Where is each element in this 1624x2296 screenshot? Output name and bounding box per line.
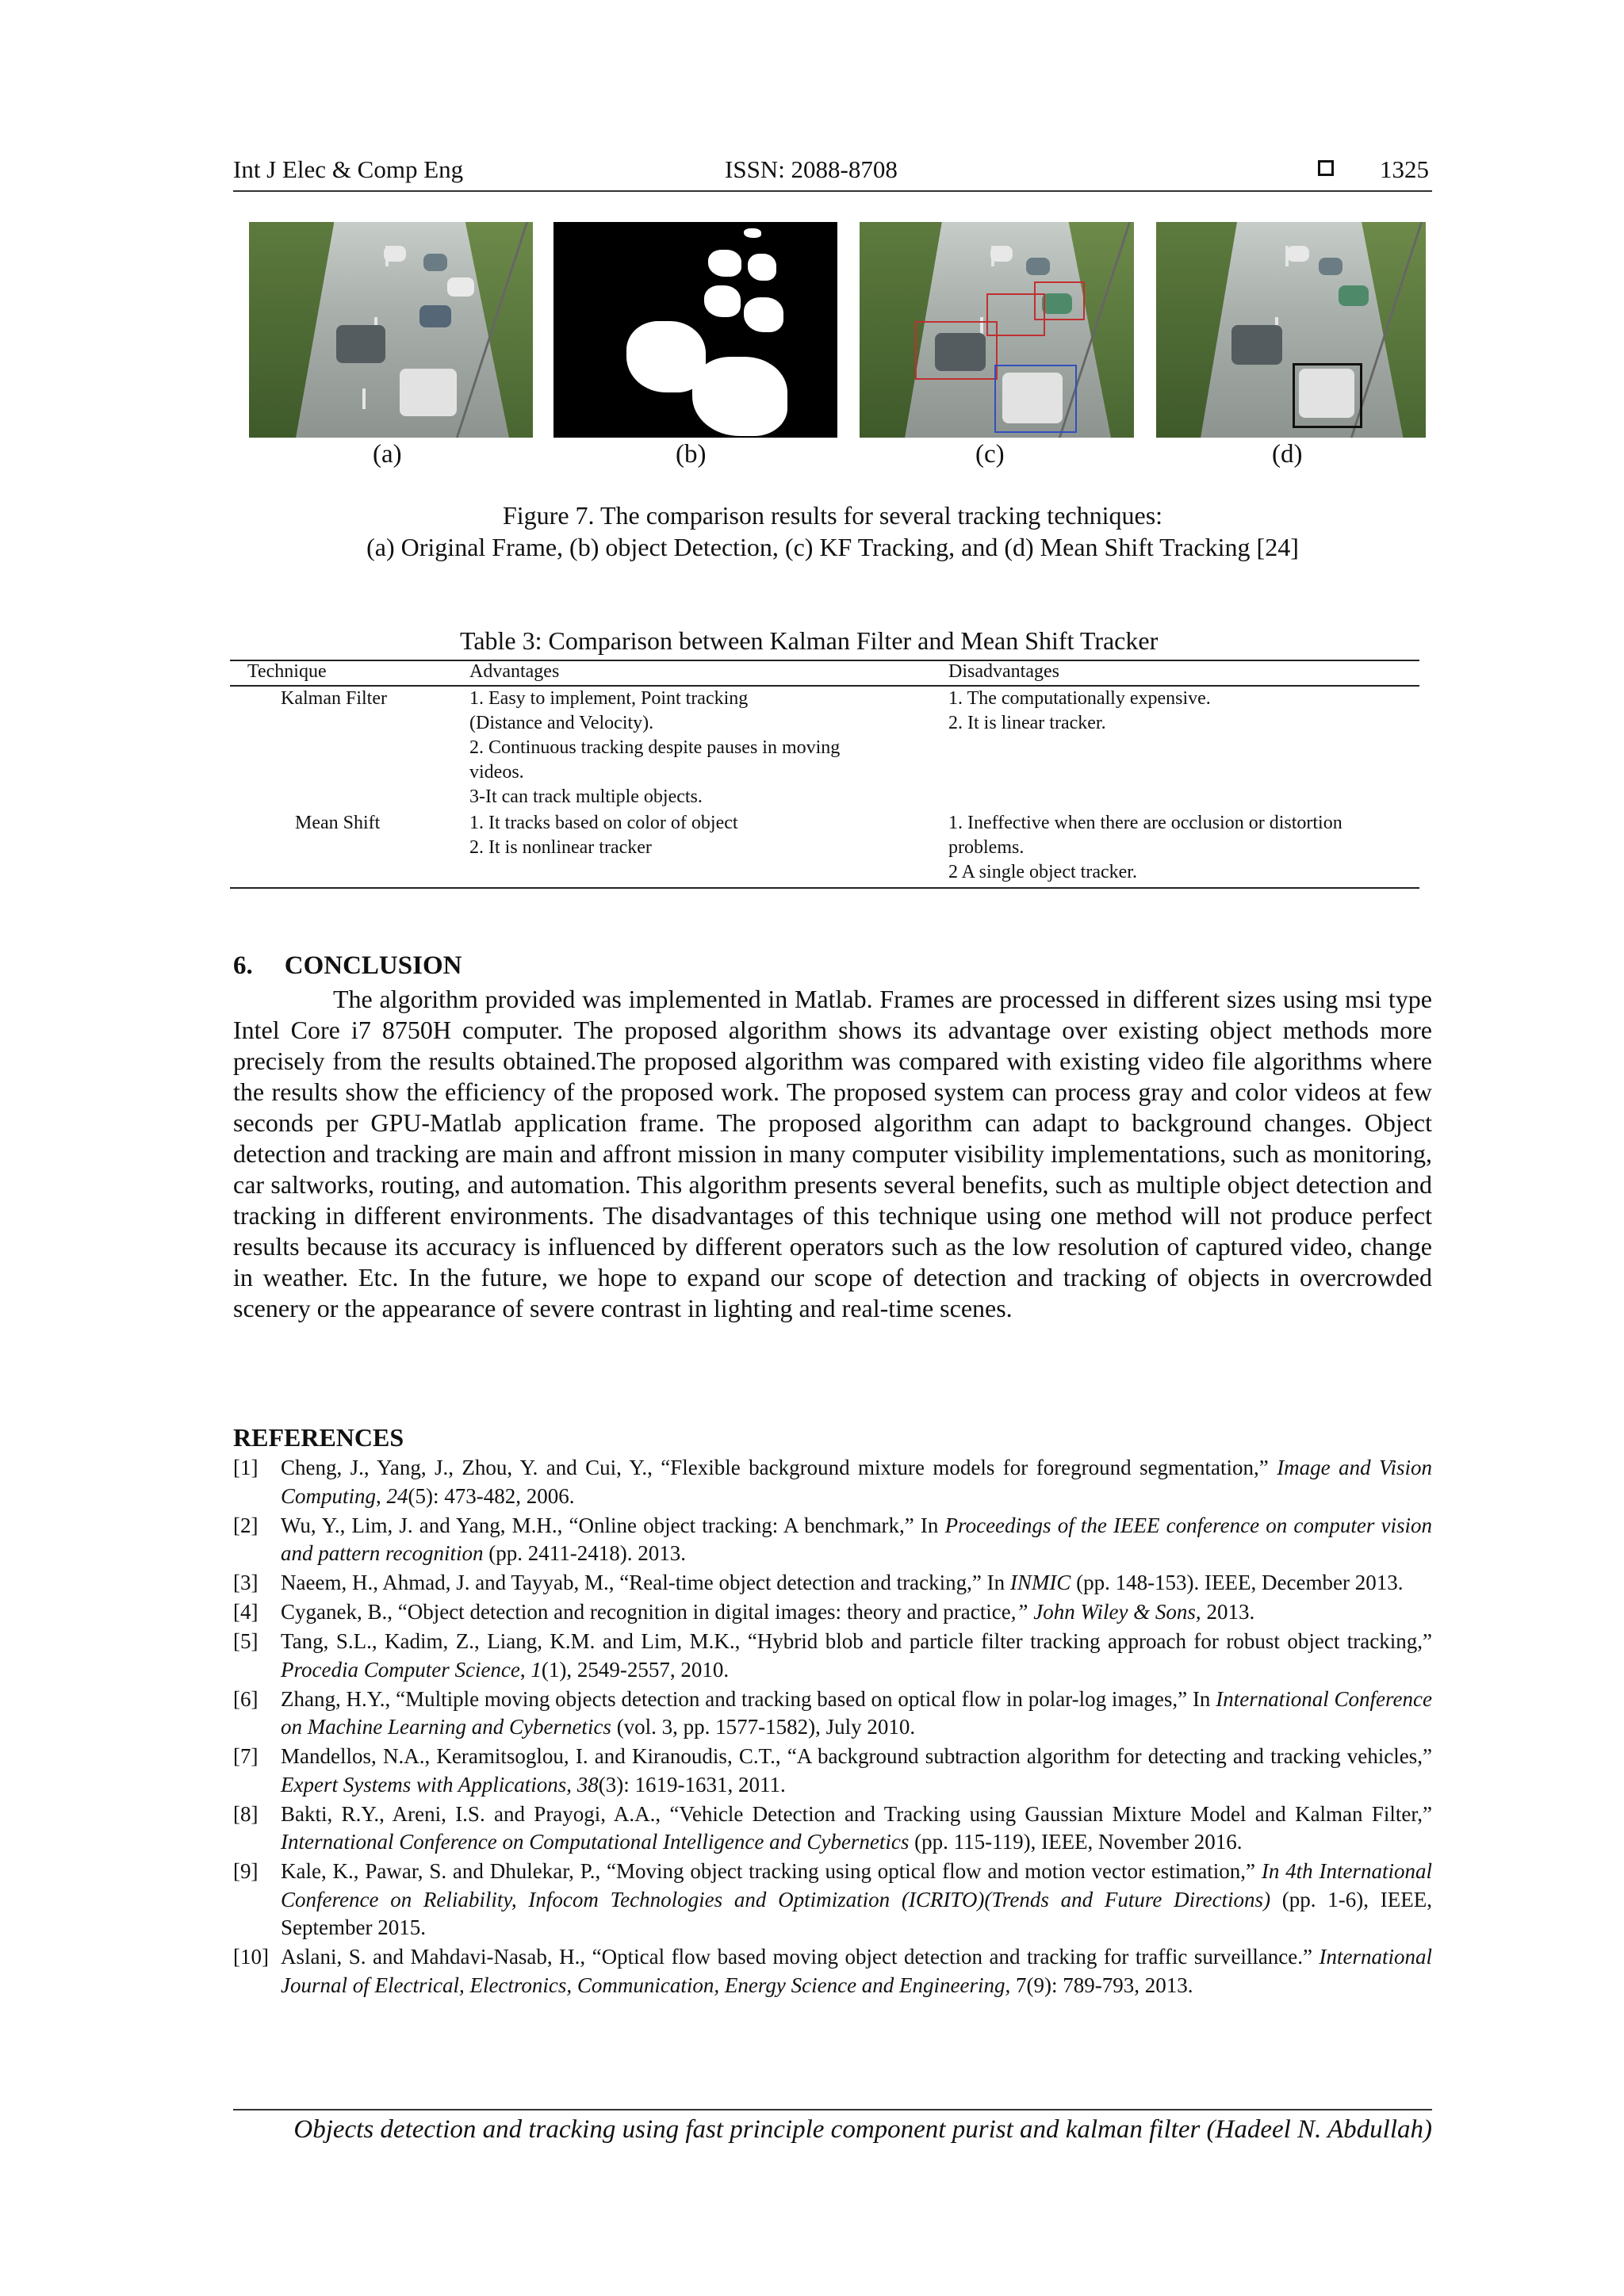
reference-text: Wu, Y., Lim, J. and Yang, M.H., “Online object tracking: A benchmark,” In (281, 1513, 945, 1537)
reference-text: Kale, K., Pawar, S. and Dhulekar, P., “Moving object tracking using optical flow and motion vector estimation,” (281, 1859, 1262, 1883)
table-cell-disadvantages (948, 687, 1416, 736)
reference-italic-text: International Conference on Machine Learning and Cybernetics (281, 1686, 1432, 1739)
reference-italic-text: Proceedings of the IEEE conference on computer vision and pattern recognition (281, 1513, 1433, 1565)
reference-number: [10] (233, 1945, 269, 1969)
page-number: 1325 (1380, 155, 1429, 183)
reference-text: Tang, S.L., Kadim, Z., Liang, K.M. and Lim, M.K., “Hybrid blob and particle filter tracking approach for robust object tracking,” (281, 1629, 1432, 1653)
table-header-row (230, 661, 1419, 687)
journal-name: Int J Elec & Comp Eng (233, 155, 464, 183)
figure-caption-line2: (a) Original Frame, (b) object Detection, (c) KF Tracking, and (d) Mean Shift Tracking [24] (366, 533, 1299, 561)
reference-italic-text: International Conference on Computational Intelligence and Cybernetics (281, 1830, 910, 1854)
advantage-line: 3-It can track multiple objects. (469, 786, 703, 807)
reference-text: (vol. 3, pp. 1577-1582), July 2010. (611, 1715, 916, 1739)
reference-italic-text: Image and Vision Computing (281, 1456, 1432, 1508)
table-row (230, 811, 1419, 887)
reference-text: (pp. 148-153). IEEE, December 2013. (1071, 1571, 1404, 1594)
table-header-technique: Technique (247, 661, 327, 682)
reference-italic-text: 38 (576, 1772, 599, 1797)
panel-label-c: (c) (975, 440, 1005, 469)
advantage-line: (Distance and Velocity). (469, 713, 654, 733)
panel-label-a: (a) (373, 440, 402, 469)
reference-number: [9] (233, 1859, 259, 1883)
table-row (230, 687, 1419, 811)
reference-text: (pp. 115-119), IEEE, November 2016. (909, 1830, 1243, 1854)
reference-italic-text: ,” John Wiley & Sons, (1010, 1600, 1201, 1624)
disadvantage-line: problems. (948, 837, 1025, 858)
reference-text: 7(9): 789-793, 2013. (1010, 1973, 1193, 1997)
table-header-advantages: Advantages (469, 661, 560, 682)
reference-text: Cyganek, B., “Object detection and recognition in digital images: theory and practice (281, 1600, 1011, 1624)
reference-text: (pp. 1-6), IEEE, September 2015. (281, 1887, 1432, 1939)
table-title: Table 3: Comparison between Kalman Filter and Mean Shift Tracker (460, 626, 1159, 655)
reference-number: [3] (233, 1571, 259, 1594)
reference-text: , (519, 1657, 531, 1682)
figure-panel-mean-shift-tracking (1156, 222, 1426, 438)
table-cell-advantages (469, 811, 914, 860)
advantage-line: 1. It tracks based on color of object (469, 813, 738, 833)
reference-text: Bakti, R.Y., Areni, I.S. and Prayogi, A.A., “Vehicle Detection and Tracking using Gaussian Mixture Model and Kalman Filter,” (281, 1801, 1432, 1826)
reference-number: [8] (233, 1801, 259, 1826)
comparison-table (230, 660, 1419, 889)
table-header-disadvantages: Disadvantages (948, 661, 1059, 682)
table-cell-disadvantages (948, 811, 1416, 885)
reference-italic-text: International Journal of Electrical, Electronics, Communication, Energy Science and Engineering, (281, 1945, 1432, 1997)
reference-number: [5] (233, 1629, 259, 1653)
reference-item (233, 1943, 1432, 1999)
reference-text: (1), 2549-2557, 2010. (541, 1657, 730, 1682)
reference-item (233, 1598, 1432, 1627)
reference-text: , (566, 1772, 577, 1797)
figure-panel-kf-tracking (860, 222, 1134, 438)
figure-caption-line1: Figure 7. The comparison results for several tracking techniques: (502, 501, 1163, 530)
figure-panel-object-detection (553, 222, 837, 438)
reference-italic-text: INMIC (1009, 1571, 1071, 1594)
reference-text: (5): 473-482, 2006. (408, 1483, 575, 1508)
reference-text: Cheng, J., Yang, J., Zhou, Y. and Cui, Y., “Flexible background mixture models for foreground segmentation,” (281, 1456, 1277, 1479)
reference-item (233, 1858, 1432, 1942)
references-heading: REFERENCES (233, 1423, 404, 1452)
reference-number: [2] (233, 1513, 259, 1537)
reference-italic-text: Procedia Computer Science (281, 1657, 520, 1682)
reference-item (233, 1743, 1432, 1799)
reference-text: Mandellos, N.A., Keramitsoglou, I. and Kiranoudis, C.T., “A background subtraction algorithm for detecting and tracking vehicles,” (281, 1744, 1432, 1768)
figure-caption (233, 499, 1432, 563)
reference-text: (3): 1619-1631, 2011. (598, 1772, 786, 1797)
reference-text: (pp. 2411-2418). 2013. (483, 1541, 686, 1565)
disadvantage-line: 1. The computationally expensive. (948, 688, 1211, 709)
advantage-line: 1. Easy to implement, Point tracking (469, 688, 749, 709)
reference-text: Aslani, S. and Mahdavi-Nasab, H., “Optical flow based moving object detection and tracking for traffic surveillance.” (281, 1945, 1320, 1969)
disadvantage-line: 2 A single object tracker. (948, 862, 1137, 882)
reference-text: Zhang, H.Y., “Multiple moving objects detection and tracking based on optical flow in polar-log images,” In (281, 1686, 1216, 1711)
table-cell-technique: Kalman Filter (281, 688, 387, 709)
running-header (233, 154, 1432, 192)
table-cell-advantages (469, 687, 914, 809)
reference-item (233, 1686, 1432, 1742)
checkbox-square-icon (1318, 160, 1334, 176)
reference-number: [6] (233, 1686, 259, 1711)
advantage-line: videos. (469, 762, 524, 783)
figure-panel-original-frame (249, 222, 533, 438)
reference-text: 2013. (1201, 1600, 1255, 1624)
reference-item (233, 1800, 1432, 1857)
reference-number: [4] (233, 1600, 259, 1624)
section-title: CONCLUSION (284, 951, 462, 980)
reference-italic-text: 24 (386, 1483, 408, 1508)
panel-label-d: (d) (1272, 440, 1303, 469)
reference-item (233, 1569, 1432, 1598)
section-number: 6. (233, 951, 253, 980)
section-heading-conclusion (233, 951, 462, 981)
issn: ISSN: 2088-8708 (725, 155, 898, 183)
reference-item (233, 1512, 1432, 1568)
reference-italic-text: Expert Systems with Applications (281, 1772, 567, 1797)
reference-text: Naeem, H., Ahmad, J. and Tayyab, M., “Real-time object detection and tracking,” In (281, 1571, 1010, 1594)
reference-item (233, 1628, 1432, 1684)
reference-item (233, 1454, 1432, 1510)
reference-number: [7] (233, 1744, 259, 1768)
table-cell-technique: Mean Shift (295, 813, 381, 833)
conclusion-paragraph: The algorithm provided was implemented in Matlab. Frames are processed in different sizes using msi type Intel Core i7 8750H computer. The proposed algorithm shows its advantage over existing object methods more precisely from the results obtained.The proposed algorithm was compared with existing video file algorithms where the results show the efficiency of the proposed work. The proposed system can process gray and color videos at few seconds per GPU-Matlab application frame. The proposed algorithm can adapt to background changes. Object detection and tracking are main and affront mission in many computer visibility implementations, such as monitoring, car saltworks, routing, and automation. This algorithm presents several benefits, such as multiple object detection and tracking in different environments. The disadvantages of this technique using one method will not produce perfect results because its accuracy is influenced by different operators such as the low resolution of captured video, change in weather. Etc. In the future, we hope to expand our scope of detection and tracking of objects in overcrowded scenery or the appearance of severe contrast in lighting and real-time scenes. (233, 985, 1432, 1322)
reference-italic-text: 1 (530, 1657, 542, 1682)
disadvantage-line: 1. Ineffective when there are occlusion or distortion (948, 813, 1342, 833)
reference-number: [1] (233, 1456, 259, 1479)
references-list (233, 1454, 1432, 2001)
disadvantage-line: 2. It is linear tracker. (948, 713, 1106, 733)
advantage-line: 2. Continuous tracking despite pauses in moving (469, 737, 841, 758)
running-footer: Objects detection and tracking using fast principle component purist and kalman filter (Hadeel N. Abdullah) (233, 2109, 1432, 2145)
reference-italic-text: In 4th International Conference on Reliability, Infocom Technologies and Optimization (ICRITO)(Trends and Future Directions) (281, 1859, 1432, 1911)
advantage-line: 2. It is nonlinear tracker (469, 837, 652, 858)
panel-label-b: (b) (676, 440, 707, 469)
reference-text: , (376, 1483, 387, 1508)
